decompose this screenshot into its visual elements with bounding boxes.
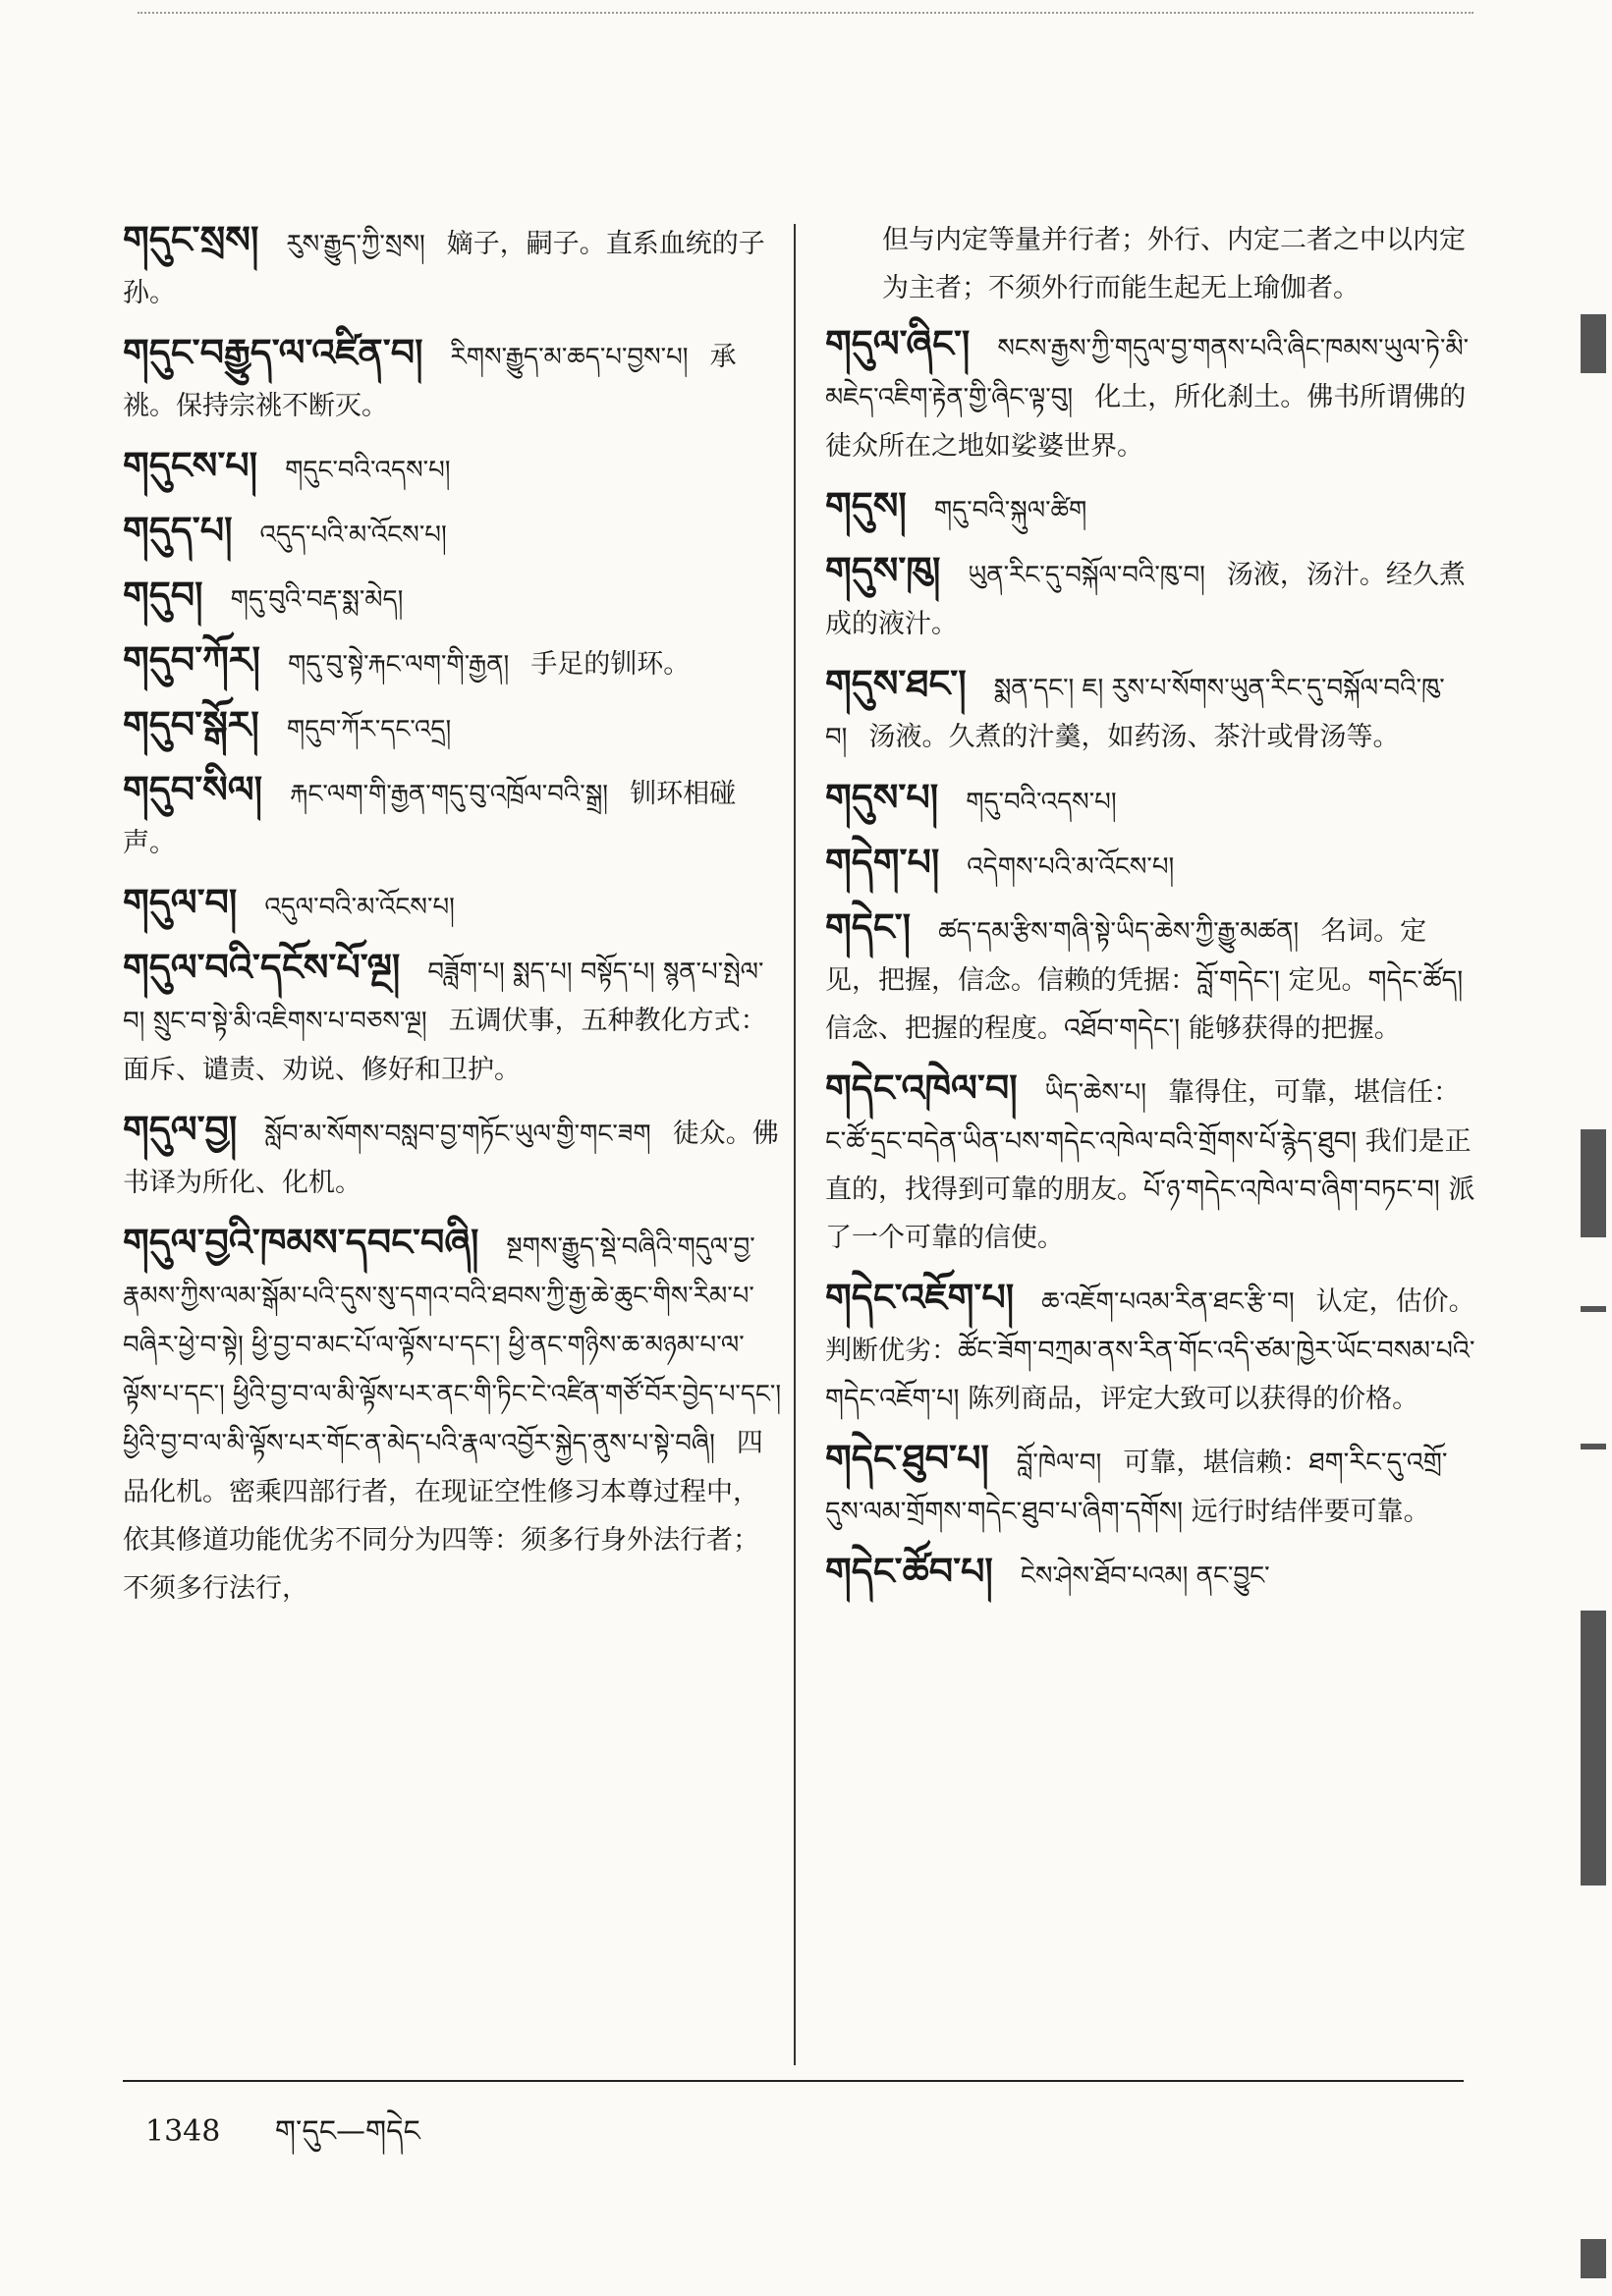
dictionary-entry bbox=[825, 660, 1478, 762]
entry-headword: གདེང་འཇོག་པ། bbox=[825, 1276, 1015, 1319]
entry-headword: གདུལ་བྱའི་ཁམས་དབང་བཞི། bbox=[123, 1221, 479, 1264]
entry-headword: གདེག་པ། bbox=[825, 841, 940, 884]
dictionary-entry bbox=[825, 774, 1478, 827]
entry-headword: གདུང་སྲས། bbox=[123, 218, 259, 261]
entry-headword: གདུབ་སྒོར། bbox=[123, 703, 259, 746]
entry-tibetan-definition: གདུ་བའི་འདས་པ། bbox=[966, 788, 1117, 817]
dictionary-entry bbox=[123, 879, 783, 932]
page-range: ག་དུང—གདེང bbox=[274, 2114, 420, 2149]
page-number: 1348 bbox=[145, 2114, 221, 2149]
entry-chinese-definition: 靠得住，可靠，堪信任：ང་ཚོ་དྲང་བདེན་ཡིན་པས་གདེང་འཁེལ་བའི་གྲོགས་པོ་རྙེད་ཐུབ། 我们是正直的，找得到可靠的朋友。པོ་ཉ་གདེང་འཁེལ་བ་ཞིག་བཏང་བ། 派了一个可靠的信使。 bbox=[825, 1077, 1475, 1253]
footer-rule bbox=[123, 2080, 1464, 2082]
right-entries bbox=[825, 320, 1478, 1601]
entry-chinese-definition: 可靠，堪信赖：ཐག་རིང་དུ་འགྲོ་དུས་ལམ་གྲོགས་གདེང་ཐུབ་པ་ཞིག་དགོས། 远行时结伴要可靠。 bbox=[825, 1448, 1448, 1527]
entry-tibetan-definition: རྐང་ལག་གི་རྒྱན་གདུ་བུ་འཁྲོལ་བའི་སྒྲ། bbox=[290, 780, 609, 809]
entry-chinese-definition: 汤液。久煮的汁羹，如药汤、茶汁或骨汤等。 bbox=[868, 722, 1400, 752]
entry-tibetan-definition: ཡུན་རིང་དུ་བསྐོལ་བའི་ཁུ་བ། bbox=[968, 561, 1205, 590]
entry-headword: གདུས་ཁུ། bbox=[825, 549, 941, 592]
page-footer bbox=[145, 2099, 420, 2181]
entry-tibetan-definition: ངེས་ཤེས་ཐོབ་པའམ། ནང་བྱུང་ bbox=[1020, 1561, 1270, 1591]
entry-chinese-definition: 嫡子，嗣子。直系血统的子孙。 bbox=[123, 229, 765, 308]
entry-tibetan-definition: གདུབ་ཀོར་དང་འདྲ། bbox=[286, 715, 452, 744]
entry-headword: གདེང་འཁེལ་བ། bbox=[825, 1066, 1018, 1110]
entry-headword: གདུས། bbox=[825, 484, 907, 527]
entry-headword: གདུབ། bbox=[123, 574, 203, 617]
entry-headword: གདེང་ཐུབ་པ། bbox=[825, 1437, 989, 1480]
entry-tibetan-definition: ཡིད་ཆེས་པ། bbox=[1044, 1078, 1146, 1108]
entry-tibetan-definition: རིགས་རྒྱུད་མ་ཆད་པ་བྱས་པ། bbox=[450, 343, 689, 372]
entry-chinese-definition: 钏环相碰声。 bbox=[123, 779, 737, 858]
entry-tibetan-definition: སྔགས་རྒྱུད་སྡེ་བཞིའི་གདུལ་བྱ་རྣམས་ཀྱིས་ལམ་སྒོམ་པའི་དུས་སུ་དགའ་བའི་ཐབས་ཀྱི་རྒྱ་ཆེ་ཆུང་གིས་རིམ་པ་བཞིར་ཕྱེ་བ་སྟེ། ཕྱི་བྱ་བ་མང་པོ་ལ་ལྟོས་པ་དང་། ཕྱི་ནང་གཉིས་ཆ་མཉམ་པ་ལ་ལྟོས་པ་དང་། ཕྱིའི་བྱ་བ་ལ་མི་ལྟོས་པར་ནང་གི་ཏིང་ངེ་འཛིན་གཙོ་བོར་བྱེད་པ་དང་། ཕྱིའི་བྱ་བ་ལ་མི་ལྟོས་པར་གོང་ན་མེད་པའི་རྣལ་འབྱོར་སྐྱེད་ནུས་པ་སྟེ་བཞི། bbox=[123, 1232, 782, 1458]
entry-headword: གདུས་ཐང་། bbox=[825, 662, 967, 705]
entry-tibetan-definition: ཚད་དམ་རྩིས་གཞི་སྟེ་ཡིད་ཆེས་ཀྱི་རྒྱུ་མཚན། bbox=[938, 917, 1300, 947]
scan-edge-marks bbox=[1573, 0, 1612, 2296]
entry-chinese-definition: 化土，所化刹土。佛书所谓佛的徒众所在之地如娑婆世界。 bbox=[825, 382, 1467, 462]
dictionary-entry bbox=[825, 839, 1478, 892]
entry-tibetan-definition: བཟློག་པ། སྨད་པ། བསྟོད་པ། སྙན་པ་སྤེལ་བ། སྲུང་བ་སྟེ་མི་འཇིགས་པ་བཅས་ལྔ། bbox=[123, 957, 764, 1036]
entry-tibetan-definition: རུས་རྒྱུད་ཀྱི་སྲས། bbox=[286, 230, 425, 259]
continued-text: 但与内定等量并行者；外行、内定二者之中以内定为主者；不须外行而能生起无上瑜伽者。 bbox=[882, 225, 1466, 303]
dictionary-entry bbox=[123, 572, 783, 625]
entry-chinese-definition: 名词。定见，把握，信念。信赖的凭据：བློ་གདེང་། 定见。གདེང་ཚོད། 信念、把握的程度。འཐོབ་གདེང་། 能够获得的把握。 bbox=[825, 916, 1464, 1044]
right-column bbox=[825, 216, 1478, 1613]
entry-headword: གདུལ་ཞིང་། bbox=[825, 322, 971, 365]
dictionary-entry bbox=[123, 944, 783, 1094]
dictionary-entry bbox=[825, 903, 1478, 1053]
dictionary-entry bbox=[825, 1274, 1478, 1423]
left-column bbox=[123, 216, 783, 1624]
dictionary-entry bbox=[123, 701, 783, 754]
entry-tibetan-definition: སངས་རྒྱས་ཀྱི་གདུལ་བྱ་གནས་པའི་ཞིང་ཁམས་ཡུལ་ཏེ་མི་མཇེད་འཇིག་རྟེན་གྱི་ཞིང་ལྟ་བུ། bbox=[825, 334, 1470, 412]
dictionary-entry bbox=[123, 507, 783, 560]
entry-tibetan-definition: གདུ་བུ་སྟེ་རྐང་ལག་གི་རྒྱན། bbox=[287, 650, 510, 680]
dictionary-entry bbox=[123, 329, 783, 430]
column-divider bbox=[794, 224, 796, 2065]
entry-headword: གདུས་པ། bbox=[825, 776, 939, 819]
entry-tibetan-definition: འདེགས་པའི་མ་འོངས་པ། bbox=[967, 852, 1175, 882]
dictionary-entry bbox=[123, 216, 783, 317]
entry-headword: གདུང་བརྒྱུད་ལ་འཛིན་བ། bbox=[123, 331, 423, 374]
dictionary-entry bbox=[123, 766, 783, 867]
entry-tibetan-definition: སློབ་མ་སོགས་བསླབ་བྱ་གཏོང་ཡུལ་གྱི་གང་ཟག bbox=[264, 1120, 651, 1149]
scan-edge-line bbox=[138, 12, 1473, 14]
entry-headword: གདུལ་བྱ། bbox=[123, 1108, 238, 1151]
entry-headword: གདེང་ཚོབ་པ། bbox=[825, 1550, 993, 1593]
entry-tibetan-definition: གདུ་བུའི་བརྡ་སྨ་མེད། bbox=[230, 585, 404, 615]
dictionary-entry bbox=[825, 482, 1478, 535]
entry-headword: གདུངས་པ། bbox=[123, 444, 258, 487]
dictionary-entry bbox=[825, 320, 1478, 470]
entry-tibetan-definition: འདུལ་བའི་མ་འོངས་པ། bbox=[264, 893, 455, 922]
dictionary-entry bbox=[123, 636, 783, 689]
entry-headword: གདུབ་ཀོར། bbox=[123, 638, 260, 682]
dictionary-entry bbox=[123, 442, 783, 495]
entry-chinese-definition: 认定，估价。判断优劣：ཚོང་ཟོག་བཀྲམ་ནས་རིན་གོང་འདི་ཙམ་ཁྱེར་ཡོང་བསམ་པའི་གདེང་འཇོག་པ། 陈列商品，评定大致可以获得的价格。 bbox=[825, 1286, 1475, 1414]
dictionary-entry bbox=[825, 1548, 1478, 1601]
entry-chinese-definition: 手足的钏环。 bbox=[530, 649, 691, 680]
dictionary-entry bbox=[123, 1106, 783, 1207]
entry-chinese-definition: 汤液，汤汁。经久煮成的液汁。 bbox=[825, 560, 1466, 639]
entry-chinese-definition: 四品化机。密乘四部行者，在现证空性修习本尊过程中，依其修道功能优劣不同分为四等：须多行身外法行者；不须多行法行， bbox=[123, 1428, 763, 1604]
dictionary-entry bbox=[825, 547, 1478, 648]
entry-headword: གདུལ་བ། bbox=[123, 881, 238, 924]
entry-tibetan-definition: སྨན་དང་། ཇ། རུས་པ་སོགས་ཡུན་རིང་དུ་བསྐོལ་བའི་ཁུ་བ། bbox=[825, 674, 1445, 752]
entry-tibetan-definition: བློ་ཁེལ་བ། bbox=[1016, 1449, 1102, 1478]
entry-headword: གདུད་པ། bbox=[123, 509, 233, 552]
dictionary-entry bbox=[825, 1435, 1478, 1536]
entry-headword: གདུལ་བའི་དངོས་པོ་ལྔ། bbox=[123, 946, 401, 989]
entry-tibetan-definition: ཆ་འཇོག་པའམ་རིན་ཐང་རྩི་བ། bbox=[1041, 1287, 1295, 1317]
entry-chinese-definition: 五调伏事，五种教化方式：面斥、谴责、劝说、修好和卫护。 bbox=[123, 1006, 767, 1085]
entry-chinese-definition: 承祧。保持宗祧不断灭。 bbox=[123, 342, 737, 421]
dictionary-entry bbox=[123, 1219, 783, 1613]
entry-chinese-definition: 徒众。佛书译为所化、化机。 bbox=[123, 1119, 779, 1198]
entry-headword: གདེང་། bbox=[825, 905, 912, 949]
entry-tibetan-definition: འདུད་པའི་མ་འོངས་པ། bbox=[259, 520, 447, 550]
entry-tibetan-definition: གདུ་བའི་སྐུལ་ཚིག bbox=[933, 496, 1087, 525]
dictionary-entry bbox=[825, 1065, 1478, 1262]
entry-headword: གདུབ་སིལ། bbox=[123, 768, 263, 811]
entry-tibetan-definition: གདུང་བའི་འདས་པ། bbox=[285, 456, 451, 485]
